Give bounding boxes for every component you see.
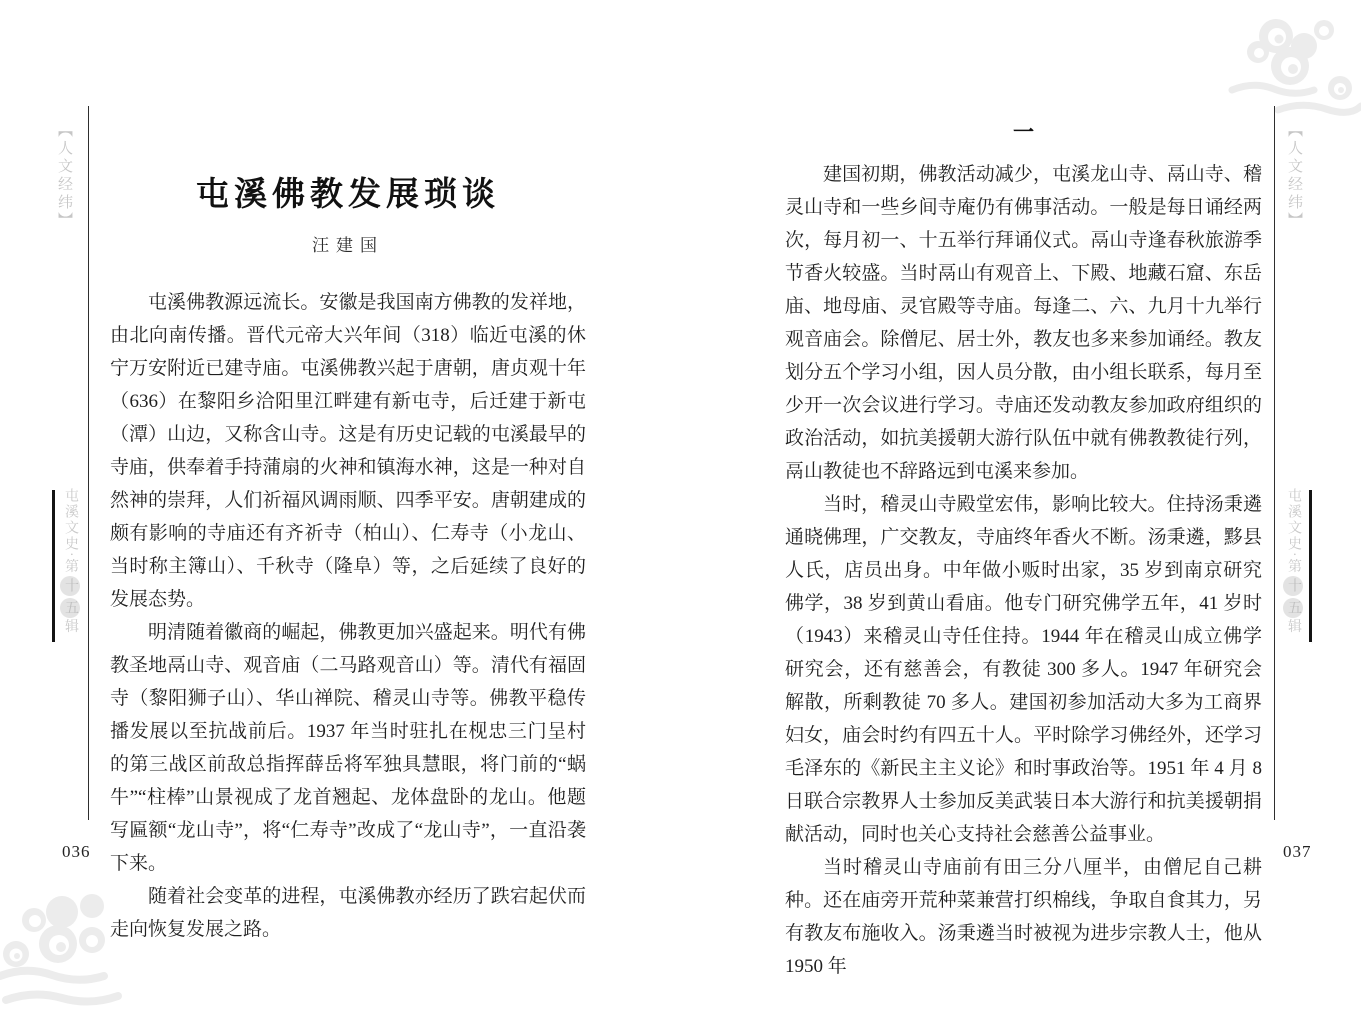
series-circled-char: 十	[60, 576, 80, 596]
paragraph: 明清随着徽商的崛起，佛教更加兴盛起来。明代有佛教圣地鬲山寺、观音庙（二马路观音山）等。清代有福固寺（黎阳狮子山）、华山禅院、稽灵山寺等。佛教平稳传播发展以至抗战前后。1937 年当时驻扎在枧忠三门呈村的第三战区前敌总指挥薛岳将军独具慧眼，将门前的“蜗牛”“柱棒”山景视成了龙首翘起、龙体盘卧的龙山。他题写匾额“龙山寺”，将“仁寿寺”改成了“龙山寺”，一直沿袭下来。	[110, 622, 586, 874]
series-suffix: 辑	[63, 618, 78, 635]
section-marker: 一	[1013, 120, 1034, 144]
article-author: 汪建国	[312, 236, 384, 255]
margin-category-label-right: 【人文经纬】	[1286, 122, 1302, 230]
right-page-content	[785, 116, 1262, 983]
cloud-ornament-top-right	[1216, 10, 1361, 125]
page-number-right: 037	[1283, 842, 1312, 861]
page-rule-left	[88, 106, 89, 820]
series-prefix: 屯溪文史·第	[1286, 488, 1301, 575]
series-circled-char: 十	[1283, 576, 1303, 596]
article-title: 屯溪佛教发展琐谈	[196, 177, 500, 213]
paragraph: 屯溪佛教源远流长。安徽是我国南方佛教的发祥地，由北向南传播。晋代元帝大兴年间（318）临近屯溪的休宁万安附近已建寺庙。屯溪佛教兴起于唐朝，唐贞观十年（636）在黎阳乡洽阳里江畔建有新屯寺，后迁建于新屯（潭）山边，又称含山寺。这是有历史记载的屯溪最早的寺庙，供奉着手持蒲扇的火神和镇海水神，这是一种对自然神的崇拜，人们祈福风调雨顺、四季平安。唐朝建成的颇有影响的寺庙还有齐祈寺（柏山）、仁寿寺（小龙山、当时称主簿山）、千秋寺（隆阜）等，之后延续了良好的发展态势。	[110, 292, 586, 610]
paragraph: 随着社会变革的进程，屯溪佛教亦经历了跌宕起伏而走向恢复发展之路。	[110, 886, 586, 940]
series-circled-char: 五	[1283, 598, 1303, 618]
page-rule-right	[1274, 106, 1275, 820]
series-bar-right	[1309, 490, 1312, 642]
series-label-right	[1282, 488, 1304, 688]
paragraph: 当时稽灵山寺庙前有田三分八厘半，由僧尼自己耕种。还在庙旁开荒种菜兼营打织棉线，争取自食其力，另有教友布施收入。汤秉遴当时被视为进步宗教人士，他从 1950 年	[785, 857, 1262, 977]
series-bar-left	[52, 490, 55, 642]
margin-category-label-left: 【人文经纬】	[56, 122, 72, 230]
series-label-left	[59, 488, 81, 688]
page-number-left: 036	[62, 842, 91, 861]
series-suffix: 辑	[1286, 618, 1301, 635]
left-page-content	[110, 168, 586, 946]
series-circled-char: 五	[60, 598, 80, 618]
series-prefix: 屯溪文史·第	[63, 488, 78, 575]
paragraph: 建国初期，佛教活动减少，屯溪龙山寺、鬲山寺、稽灵山寺和一些乡间寺庵仍有佛事活动。一般是每日诵经两次，每月初一、十五举行拜诵仪式。鬲山寺逢春秋旅游季节香火较盛。当时鬲山有观音上、下殿、地藏石窟、东岳庙、地母庙、灵官殿等寺庙。每逢二、六、九月十九举行观音庙会。除僧尼、居士外，教友也多来参加诵经。教友划分五个学习小组，因人员分散，由小组长联系，每月至少开一次会议进行学习。寺庙还发动教友参加政府组织的政治活动，如抗美援朝大游行队伍中就有佛教教徒行列，鬲山教徒也不辞路远到屯溪来参加。	[785, 164, 1262, 482]
paragraph: 当时，稽灵山寺殿堂宏伟，影响比较大。住持汤秉遴通晓佛理，广交教友，寺庙终年香火不断。汤秉遴，黟县人氏，店员出身。中年做小贩时出家，35 岁到南京研究佛学，38 岁到黄山看庙。他专门研究佛学五年，41 岁时（1943）来稽灵山寺任住持。1944 年在稽灵山成立佛学研究会，还有慈善会，有教徒 300 多人。1947 年研究会解散，所剩教徒 70 多人。建国初参加活动大多为工商界妇女，庙会时约有四五十人。平时除学习佛经外，还学习毛泽东的《新民主主义论》和时事政治等。1951 年 4 月 8 日联合宗教界人士参加反美武装日本大游行和抗美援朝捐献活动，同时也关心支持社会慈善公益事业。	[785, 494, 1262, 845]
